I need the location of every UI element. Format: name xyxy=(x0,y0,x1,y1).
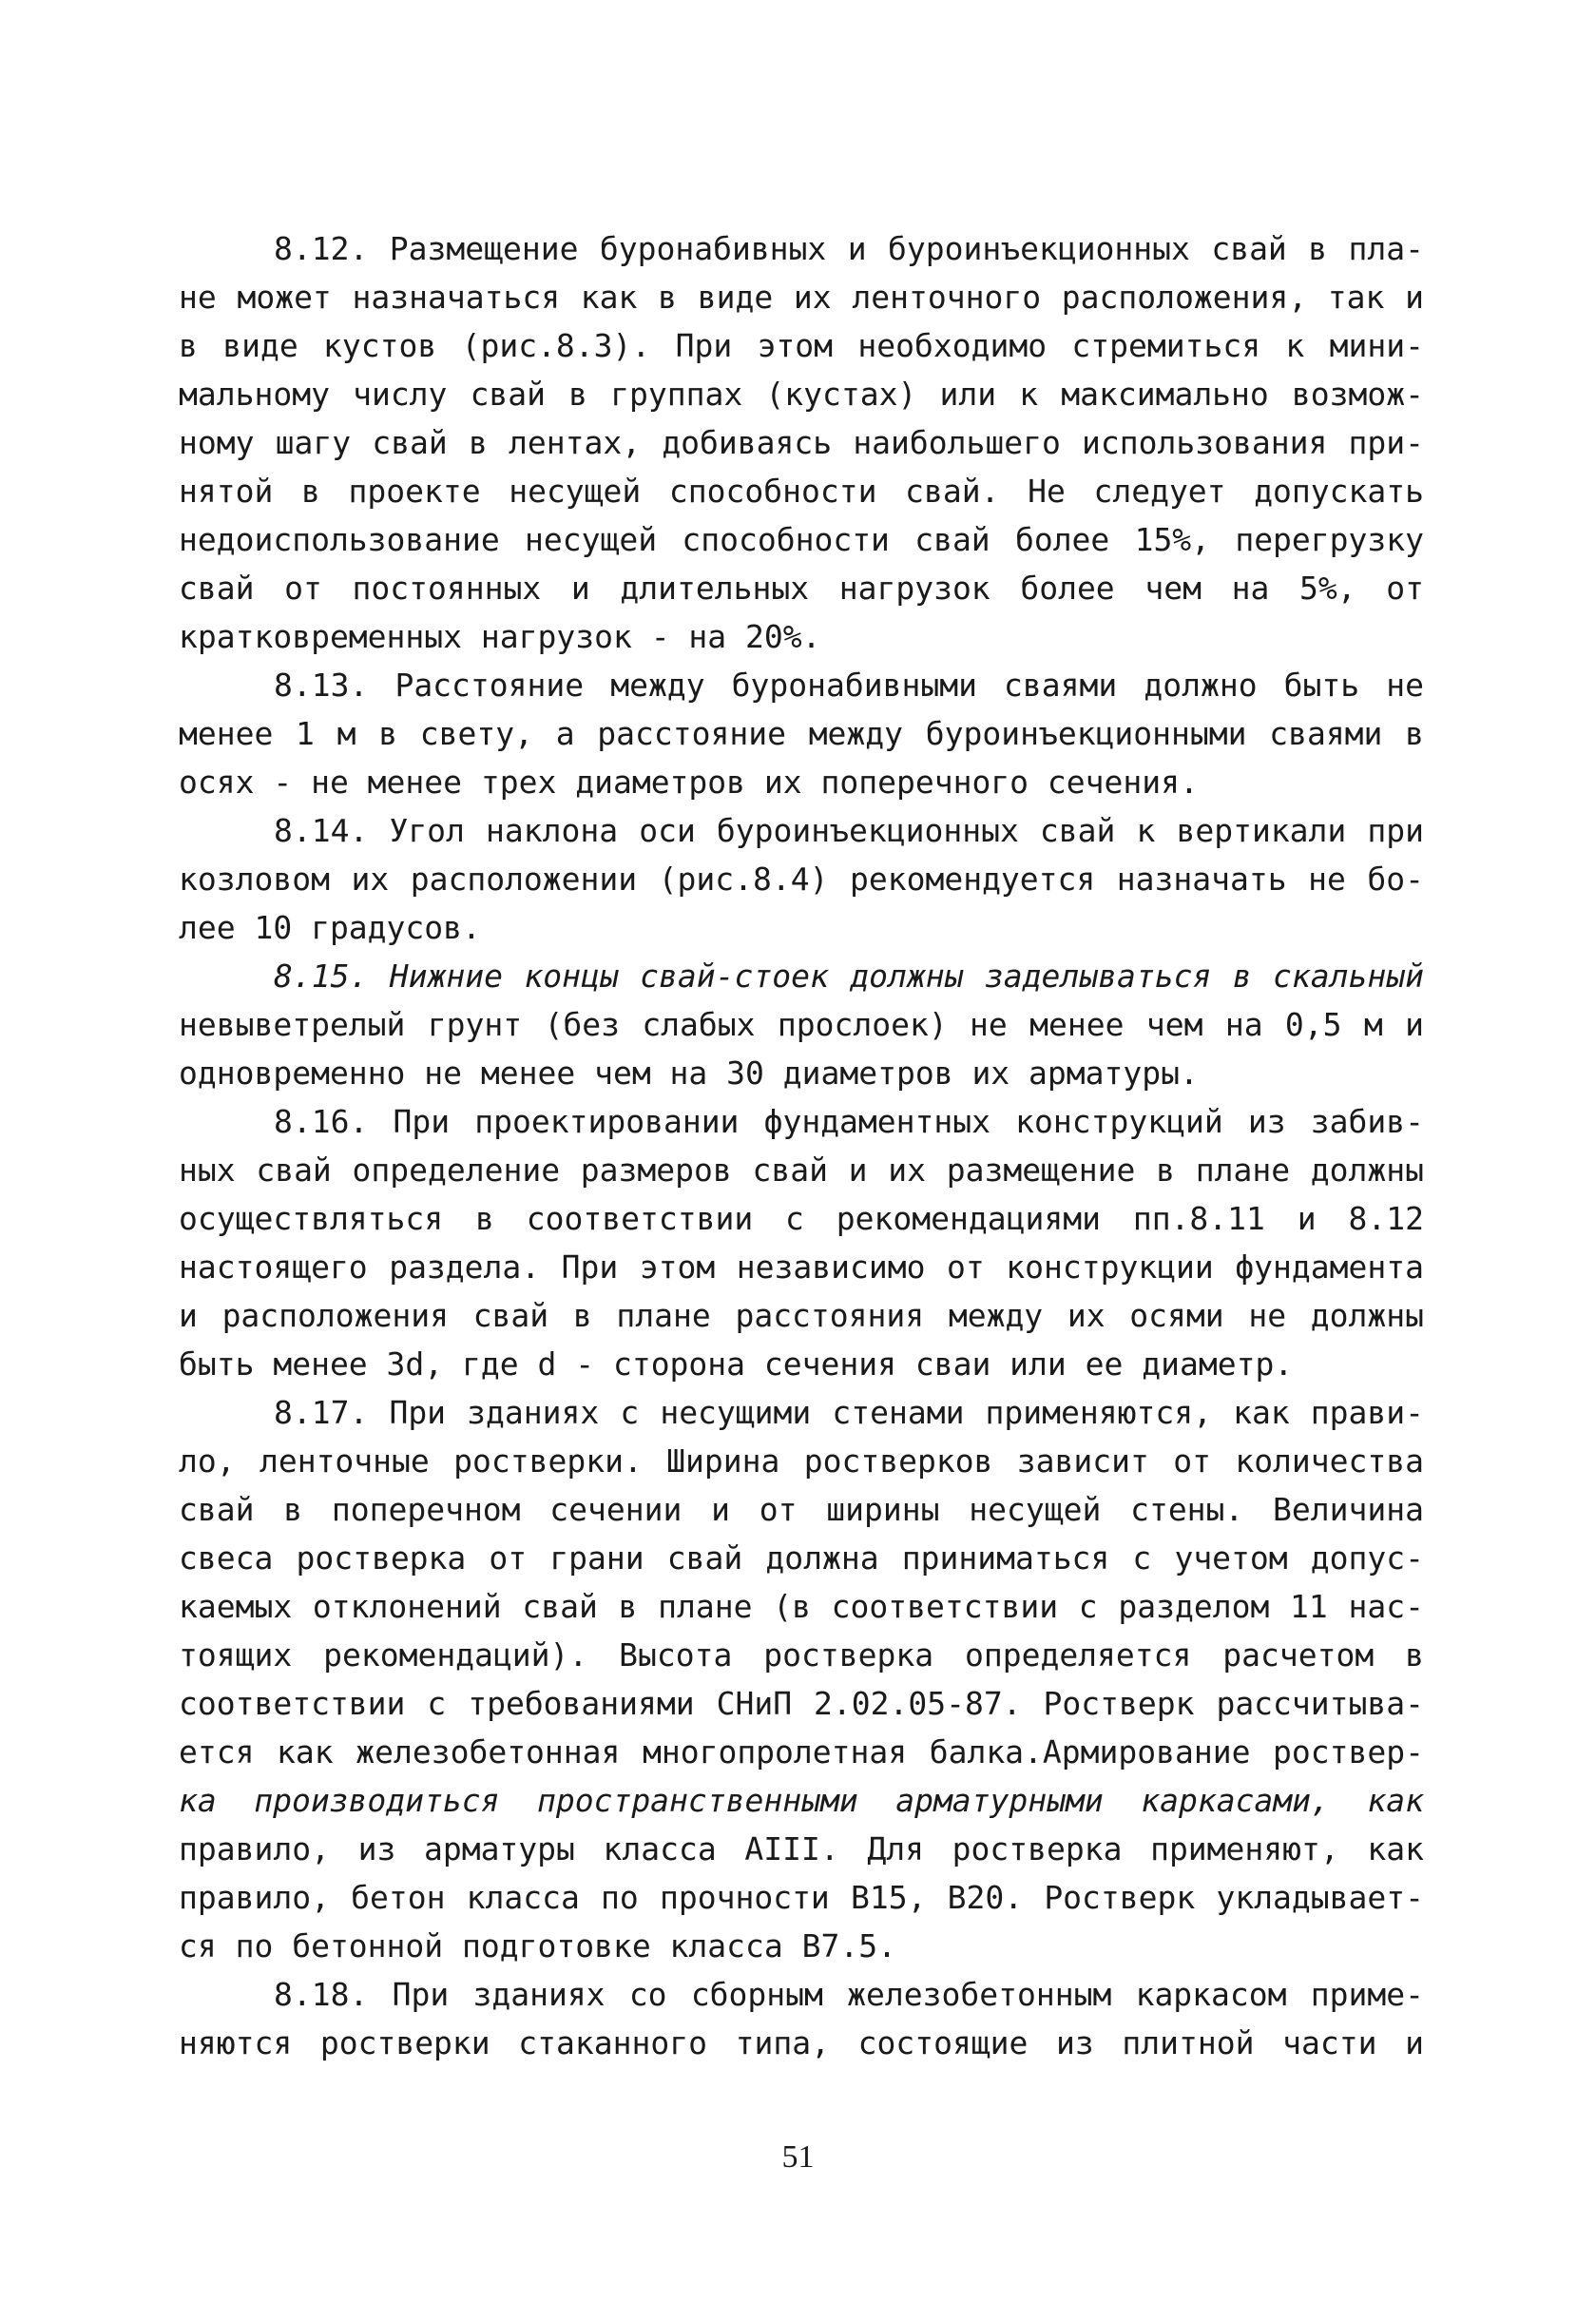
text-line: осуществляться в соответствии с рекомендациями пп.8.11 и 8.12 xyxy=(179,1200,1424,1237)
text-line: невыветрелый грунт (без слабых прослоек) не менее чем на 0,5 м и xyxy=(179,1006,1424,1043)
text-line: ло, ленточные ростверки. Ширина ростверков зависит от количества xyxy=(179,1442,1424,1480)
text-line: каемых отклонений свай в плане (в соответствии с разделом 11 нас- xyxy=(179,1588,1424,1625)
text-line: 8.17. При зданиях с несущими стенами применяются, как прави- xyxy=(274,1394,1424,1431)
text-line: 8.16. При проектировании фундаментных конструкций из забив- xyxy=(274,1103,1424,1140)
text-line: свай в поперечном сечении и от ширины несущей стены. Величина xyxy=(179,1491,1424,1528)
text-line: ка производиться пространственными арматурными каркасами, как xyxy=(179,1782,1424,1819)
text-line: менее 1 м в свету, а расстояние между буроинъекционными сваями в xyxy=(179,715,1424,752)
text-line: недоиспользование несущей способности свай более 15%, перегрузку xyxy=(179,521,1424,558)
text-line: быть менее 3d, где d - сторона сечения сваи или ее диаметр. xyxy=(179,1345,1294,1383)
text-line: козловом их расположении (рис.8.4) рекомендуется назначать не бо- xyxy=(179,861,1424,898)
text-line: свеса ростверка от грани свай должна приниматься с учетом допус- xyxy=(179,1539,1424,1577)
text-line: соответствии с требованиями СНиП 2.02.05-87. Ростверк рассчитыва- xyxy=(179,1685,1424,1722)
text-line: няются ростверки стаканного типа, состоящие из плитной части и xyxy=(179,2024,1424,2061)
text-line: одновременно не менее чем на 30 диаметров их арматуры. xyxy=(179,1055,1199,1092)
text-line: и расположения свай в плане расстояния между их осями не должны xyxy=(179,1297,1424,1334)
text-line: правило, из арматуры класса AIII. Для ростверка применяют, как xyxy=(179,1830,1424,1867)
text-line: 8.14. Угол наклона оси буроинъекционных свай к вертикали при xyxy=(274,812,1424,849)
text-line: ному шагу свай в лентах, добиваясь наибольшего использования при- xyxy=(179,424,1424,461)
text-line: лее 10 градусов. xyxy=(179,909,481,946)
page-number: 51 xyxy=(781,2139,815,2175)
text-line: 8.12. Размещение буронабивных и буроинъекционных свай в пла- xyxy=(274,230,1424,267)
text-line: осях - не менее трех диаметров их поперечного сечения. xyxy=(179,764,1199,801)
text-line: ных свай определение размеров свай и их размещение в плане должны xyxy=(179,1151,1424,1189)
text-line: ся по бетонной подготовке класса B7.5. xyxy=(179,1927,896,1964)
text-line: свай от постоянных и длительных нагрузок более чем на 5%, от xyxy=(179,570,1424,607)
text-line: в виде кустов (рис.8.3). При этом необходимо стремиться к мини- xyxy=(179,327,1424,364)
text-line: настоящего раздела. При этом независимо от конструкции фундамента xyxy=(179,1248,1424,1286)
text-line: мальному числу свай в группах (кустах) или к максимально возмож- xyxy=(179,376,1424,413)
body-text xyxy=(179,224,1424,2067)
text-line: нятой в проекте несущей способности свай. Не следует допускать xyxy=(179,473,1424,510)
text-line: кратковременных нагрузок - на 20%. xyxy=(179,618,821,655)
text-line: тоящих рекомендаций). Высота ростверка определяется расчетом в xyxy=(179,1636,1424,1674)
text-line: правило, бетон класса по прочности B15, B20. Ростверк укладывает- xyxy=(179,1879,1424,1916)
text-line: не может назначаться как в виде их ленточного расположения, так и xyxy=(179,279,1424,316)
text-line: 8.18. При зданиях со сборным железобетонным каркасом приме- xyxy=(274,1976,1424,2013)
text-line: 8.13. Расстояние между буронабивными сваями должно быть не xyxy=(274,667,1424,704)
text-line: ется как железобетонная многопролетная балка.Армирование роствер- xyxy=(179,1733,1424,1771)
text-line: 8.15. Нижние концы свай-стоек должны заделываться в скальный xyxy=(274,958,1424,995)
